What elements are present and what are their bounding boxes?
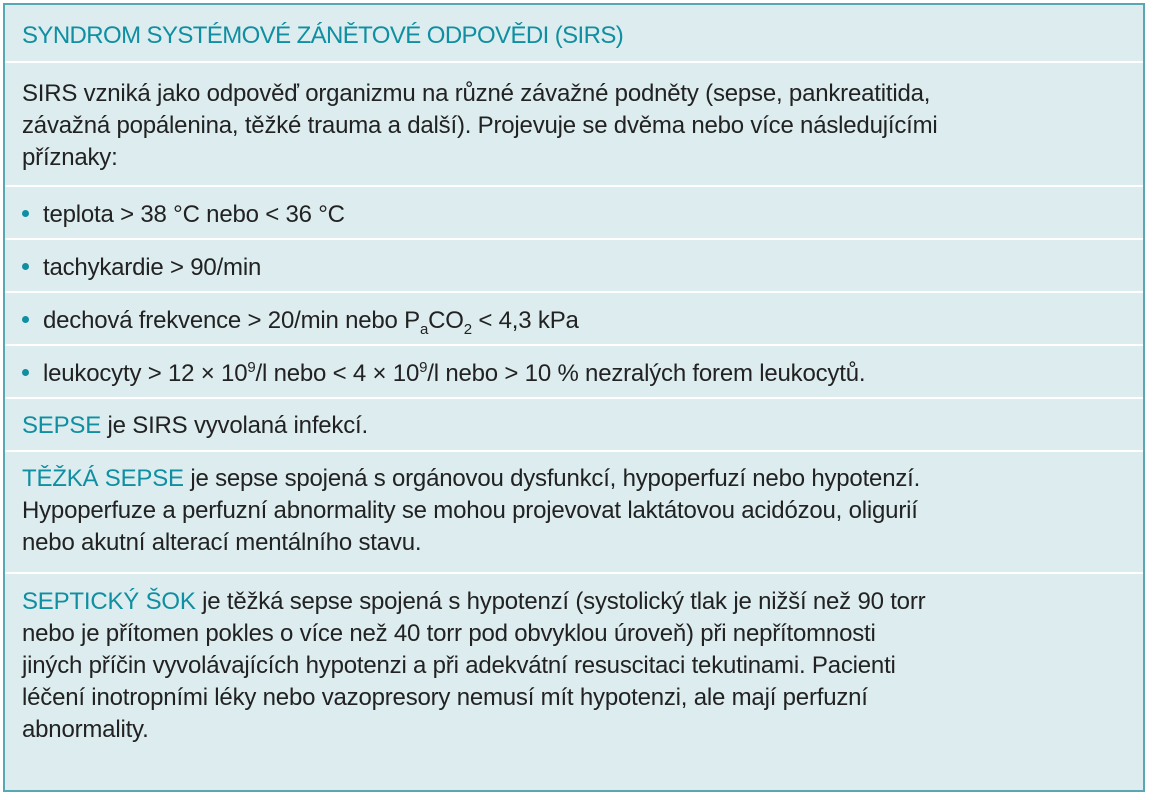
bullet-text: tachykardie > 90/min bbox=[43, 254, 262, 281]
bullet-text-pre: dechová frekvence > 20/min nebo P bbox=[43, 307, 420, 334]
sok-definition-line: je těžká sepse spojená s hypotenzí (systolický tlak je nižší než 90 torr bbox=[195, 588, 926, 615]
sepse-definition: je SIRS vyvolaná infekcí. bbox=[101, 412, 368, 439]
bullet-item-respiratory-rate bbox=[5, 293, 1143, 346]
bullet-text-pre: leukocyty > 12 × 10 bbox=[43, 360, 248, 387]
sok-definition-line: abnormality. bbox=[22, 716, 149, 743]
bullet-text-mid: /l nebo < 4 × 10 bbox=[255, 360, 420, 387]
subscript: 2 bbox=[463, 320, 472, 338]
term-tezka-sepse: TĚŽKÁ SEPSE bbox=[22, 465, 184, 492]
sok-definition-line: léčení inotropními léky nebo vazopresory nemusí mít hypotenzi, ale mají perfuzní bbox=[22, 684, 868, 711]
bullet-text-post: /l nebo > 10 % nezralých forem leukocytů. bbox=[427, 360, 866, 387]
bullet-text-post: < 4,3 kPa bbox=[471, 307, 579, 334]
intro-line: příznaky: bbox=[22, 144, 118, 171]
term-sepse: SEPSE bbox=[22, 412, 102, 439]
superscript: 9 bbox=[247, 359, 256, 376]
bullet-item-leukocytes bbox=[5, 346, 1143, 399]
bullet-item-tachycardia bbox=[5, 240, 1143, 293]
subscript: a bbox=[419, 320, 429, 338]
sirs-info-box bbox=[3, 3, 1145, 792]
title-bar bbox=[5, 5, 1143, 63]
bullet-text-mid: CO bbox=[428, 307, 464, 334]
tezka-sepse-section bbox=[5, 452, 1143, 574]
bullet-icon bbox=[22, 210, 29, 217]
bullet-text: teplota > 38 °C nebo < 36 °C bbox=[43, 201, 345, 228]
intro-line: závažná popálenina, těžké trauma a další). Projevuje se dvěma nebo více následujícími bbox=[22, 112, 938, 139]
box-title: SYNDROM SYSTÉMOVÉ ZÁNĚTOVÉ ODPOVĚDI (SIRS) bbox=[22, 22, 624, 49]
tezka-definition-line: Hypoperfuze a perfuzní abnormality se mohou projevovat laktátovou acidózou, oligurií bbox=[22, 497, 918, 524]
bullet-icon bbox=[22, 263, 29, 270]
bullet-icon bbox=[22, 369, 29, 376]
term-septicky-sok: SEPTICKÝ ŠOK bbox=[22, 588, 196, 615]
sok-definition-line: nebo je přítomen pokles o více než 40 torr pod obvyklou úroveň) při nepřítomnosti bbox=[22, 620, 876, 647]
sepse-section bbox=[5, 399, 1143, 452]
intro-paragraph bbox=[22, 78, 1129, 174]
bullet-icon bbox=[22, 316, 29, 323]
sok-definition-line: jiných příčin vyvolávajících hypotenzi a při adekvátní resuscitaci tekutinami. Pacienti bbox=[22, 652, 896, 679]
intro-section bbox=[5, 63, 1143, 187]
bullet-item-temperature bbox=[5, 187, 1143, 240]
superscript: 9 bbox=[419, 359, 428, 376]
septicky-sok-section bbox=[5, 574, 1143, 790]
tezka-definition-line: nebo akutní alterací mentálního stavu. bbox=[22, 529, 422, 556]
intro-line: SIRS vzniká jako odpověď organizmu na různé závažné podněty (sepse, pankreatitida, bbox=[22, 80, 931, 107]
tezka-definition-line: je sepse spojená s orgánovou dysfunkcí, hypoperfuzí nebo hypotenzí. bbox=[183, 465, 921, 492]
